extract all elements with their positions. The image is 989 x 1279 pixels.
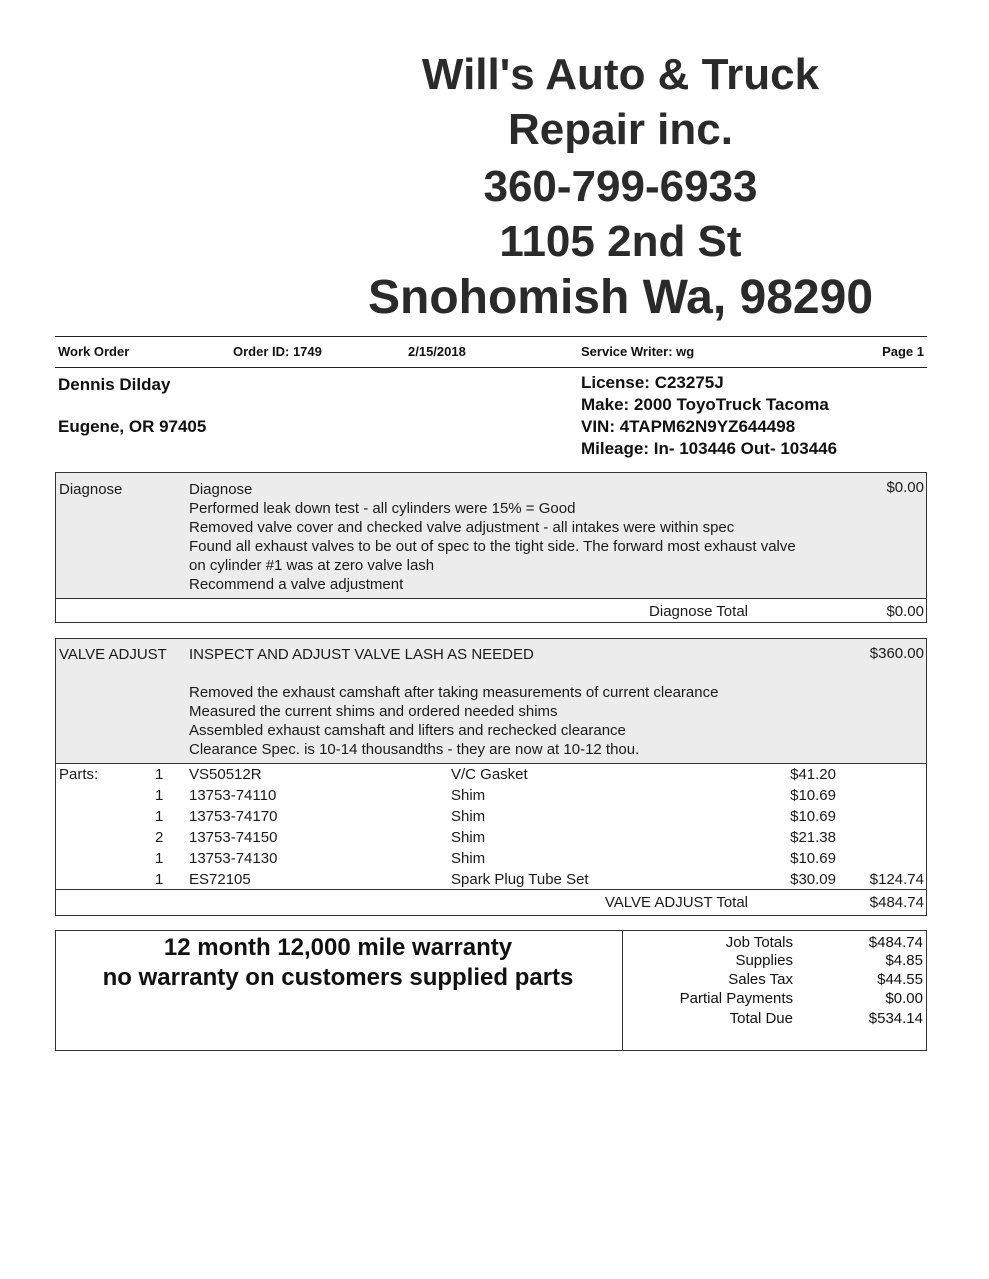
part-price: $41.20	[790, 766, 836, 783]
part-number: 13753-74150	[189, 829, 278, 846]
vehicle-mileage: Mileage: In- 103446 Out- 103446	[581, 439, 838, 458]
shop-phone: 360-799-6933	[483, 162, 758, 211]
diagnose-title: Diagnose	[189, 481, 253, 498]
diagnose-line: Removed valve cover and checked valve adjustment - all intakes were within spec	[189, 519, 735, 536]
summary-label-job-totals: Job Totals	[725, 934, 793, 951]
diagnose-line: Found all exhaust valves to be out of spec to the tight side. The forward most exhaust valve	[189, 538, 796, 555]
work-order-label: Work Order	[58, 344, 130, 359]
part-qty: 1	[155, 808, 164, 825]
summary-label-supplies: Supplies	[735, 952, 793, 969]
part-qty: 1	[155, 850, 164, 867]
valve-adjust-line: Assembled exhaust camshaft and lifters and rechecked clearance	[189, 722, 626, 739]
part-qty: 1	[155, 766, 164, 783]
part-description: Shim	[451, 787, 486, 804]
summary-value-partial-payments: $0.00	[885, 990, 923, 1007]
diagnose-line: Recommend a valve adjustment	[189, 576, 404, 593]
part-number: ES72105	[189, 871, 251, 888]
valve-adjust-category: VALVE ADJUST	[59, 646, 167, 663]
part-price: $10.69	[790, 808, 836, 825]
warranty-line1: 12 month 12,000 mile warranty	[163, 934, 513, 961]
work-order-bar	[55, 340, 927, 368]
part-qty: 2	[155, 829, 164, 846]
valve-adjust-section	[55, 638, 927, 916]
part-number: 13753-74130	[189, 850, 278, 867]
part-qty: 1	[155, 787, 164, 804]
part-price: $30.09	[790, 871, 836, 888]
valve-adjust-total-amount: $484.74	[869, 894, 924, 911]
header-rule-top	[55, 336, 927, 337]
service-writer: Service Writer: wg	[581, 344, 695, 359]
diagnose-section	[55, 472, 927, 623]
shop-name-line2: Repair inc.	[508, 105, 733, 154]
vehicle-vin: VIN: 4TAPM62N9YZ644498	[581, 417, 796, 436]
diagnose-total-amount: $0.00	[886, 603, 924, 620]
summary-value-sales-tax: $44.55	[877, 971, 923, 988]
part-price: $21.38	[790, 829, 836, 846]
part-price: $10.69	[790, 787, 836, 804]
diagnose-amount: $0.00	[886, 479, 924, 496]
valve-adjust-line: Removed the exhaust camshaft after taking measurements of current clearance	[189, 684, 719, 701]
vehicle-license: License: C23275J	[581, 373, 724, 392]
summary-value-total-due: $534.14	[868, 1010, 923, 1027]
part-number: 13753-74170	[189, 808, 278, 825]
part-description: Spark Plug Tube Set	[451, 871, 589, 888]
page-number: Page 1	[882, 344, 924, 359]
parts-total: $124.74	[869, 871, 924, 888]
diagnose-line: Performed leak down test - all cylinders were 15% = Good	[189, 500, 576, 517]
part-description: Shim	[451, 808, 486, 825]
customer-city: Eugene, OR 97405	[58, 417, 207, 436]
parts-label: Parts:	[59, 766, 99, 783]
valve-adjust-amount: $360.00	[869, 645, 924, 662]
diagnose-total-label: Diagnose Total	[649, 603, 748, 620]
summary-label-partial-payments: Partial Payments	[679, 990, 793, 1007]
valve-adjust-divider	[56, 763, 926, 764]
valve-adjust-total-divider	[56, 889, 926, 890]
vehicle-make: Make: 2000 ToyoTruck Tacoma	[581, 395, 829, 414]
summary-value-job-totals: $484.74	[868, 934, 923, 951]
part-price: $10.69	[790, 850, 836, 867]
part-description: Shim	[451, 829, 486, 846]
totals-divider	[622, 931, 623, 1050]
part-description: Shim	[451, 850, 486, 867]
valve-adjust-line: Clearance Spec. is 10-14 thousandths - they are now at 10-12 thou.	[189, 741, 640, 758]
diagnose-divider	[56, 598, 926, 599]
diagnose-category: Diagnose	[59, 481, 123, 498]
shop-name-line1: Will's Auto & Truck	[421, 50, 820, 99]
shop-street: 1105 2nd St	[499, 217, 742, 266]
summary-label-total-due: Total Due	[729, 1010, 793, 1027]
part-number: 13753-74110	[189, 787, 277, 804]
part-description: V/C Gasket	[451, 766, 528, 783]
shop-city: Snohomish Wa, 98290	[367, 271, 874, 324]
header-rule-bottom	[55, 367, 927, 368]
part-qty: 1	[155, 871, 164, 888]
valve-adjust-total-label: VALVE ADJUST Total	[604, 894, 748, 911]
summary-label-sales-tax: Sales Tax	[728, 971, 793, 988]
valve-adjust-line: Measured the current shims and ordered needed shims	[189, 703, 558, 720]
order-date: 2/15/2018	[408, 344, 466, 359]
diagnose-line: on cylinder #1 was at zero valve lash	[189, 557, 435, 574]
part-number: VS50512R	[189, 766, 262, 783]
warranty-line2: no warranty on customers supplied parts	[102, 964, 574, 991]
customer-name: Dennis Dilday	[58, 375, 171, 394]
summary-value-supplies: $4.85	[885, 952, 923, 969]
valve-adjust-title: INSPECT AND ADJUST VALVE LASH AS NEEDED	[189, 646, 534, 663]
order-id: Order ID: 1749	[233, 344, 322, 359]
